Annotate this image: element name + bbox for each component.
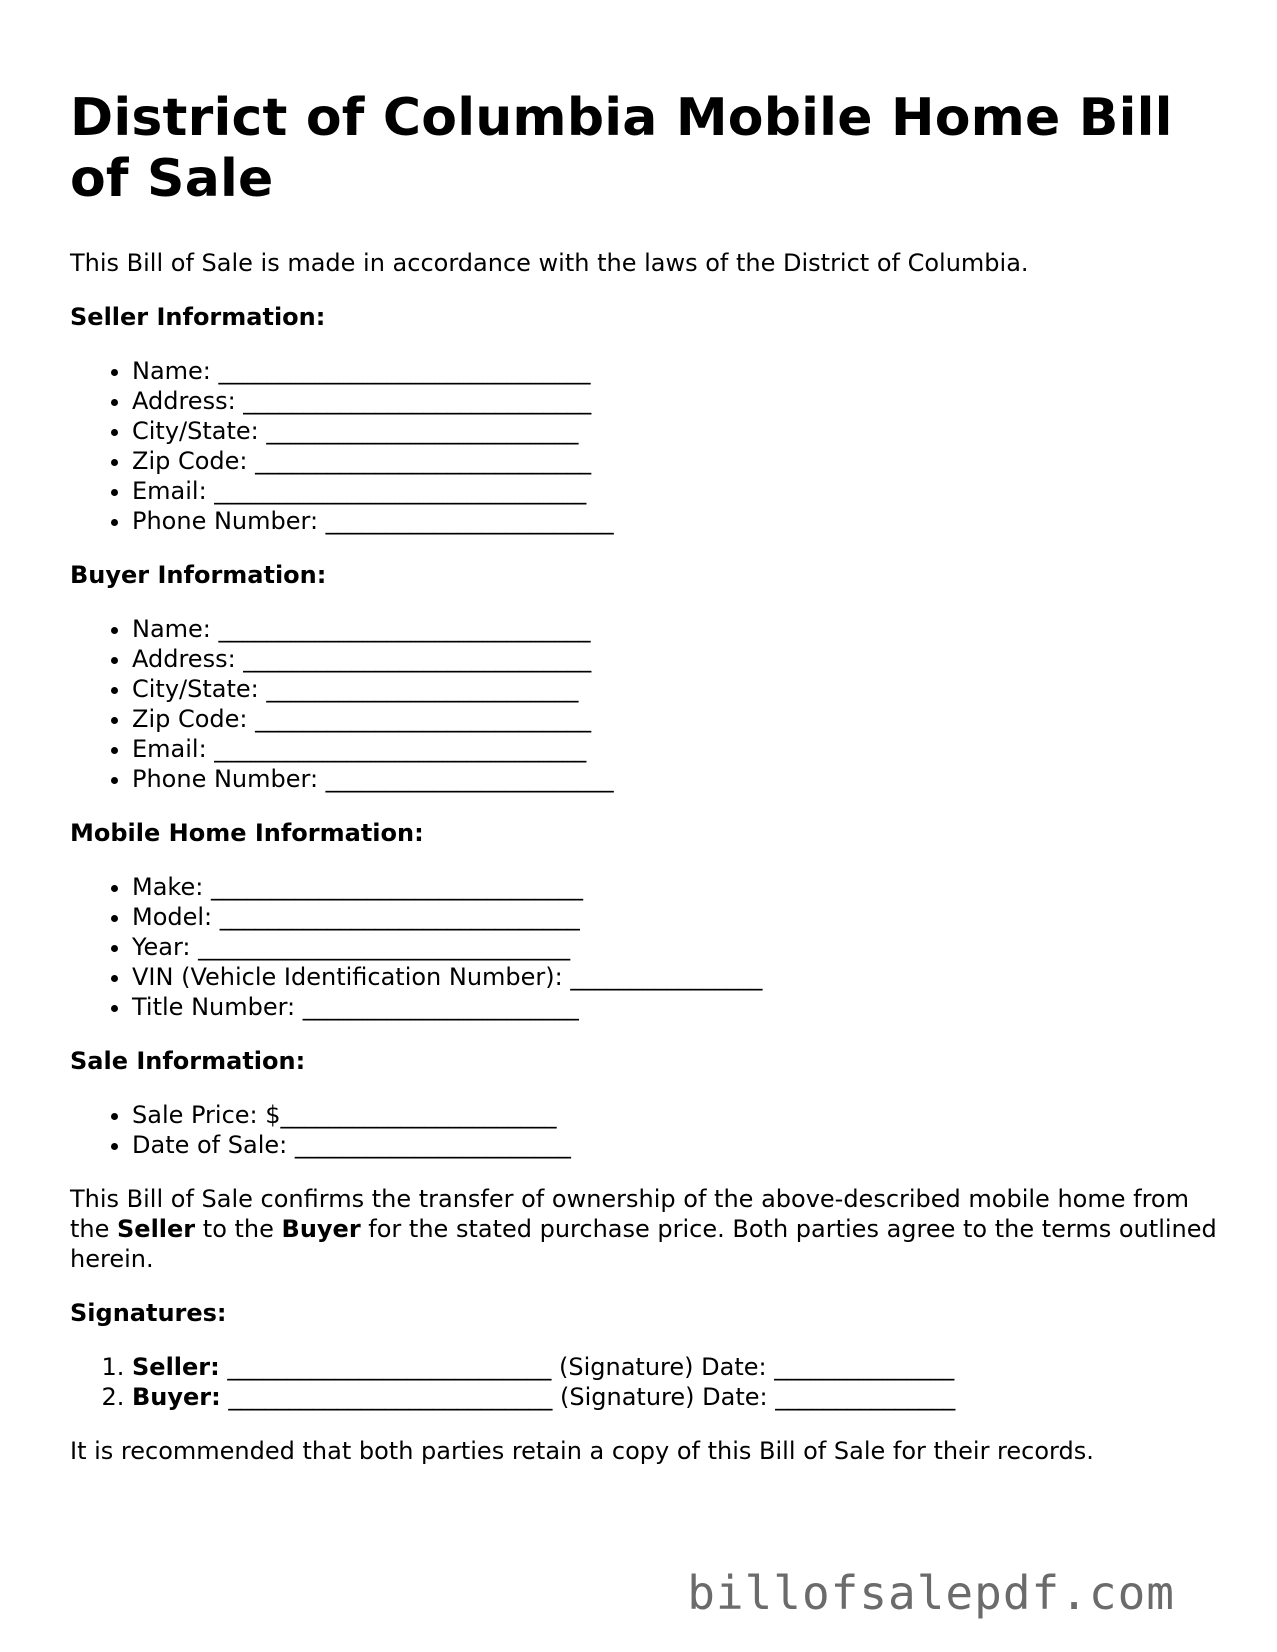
document-page [70,88,1220,1466]
signatures-list [70,1352,1220,1412]
seller-address-field[interactable]: • Address: _____________________________ [132,386,1220,416]
intro-paragraph: This Bill of Sale is made in accordance with the laws of the District of Columbia. [70,249,1029,277]
title-number-field[interactable]: • Title Number: _______________________ [132,992,1220,1022]
year-field[interactable]: • Year: _______________________________ [132,932,1220,962]
buyer-heading: Buyer Information: [70,561,327,589]
seller-email-field[interactable]: • Email: _______________________________ [132,476,1220,506]
seller-signature-line[interactable] [132,1352,1220,1382]
buyer-signature-blank[interactable]: ___________________________ (Signature) Date: _______________ [220,1383,956,1411]
seller-phone-field[interactable]: • Phone Number: ________________________ [132,506,1220,536]
seller-city-state-field[interactable]: • City/State: __________________________ [132,416,1220,446]
sale-fields-list [70,1100,1220,1160]
watermark: billofsalepdf.com [687,1566,1175,1620]
seller-fields-list [70,356,1220,536]
sale-price-field[interactable]: • Sale Price: $_______________________ [132,1100,1220,1130]
transfer-text-3: for the stated purchase price. Both parties agree to the terms outlined herein. [70,1215,1217,1273]
seller-heading: Seller Information: [70,303,326,331]
vin-field[interactable]: • VIN (Vehicle Identification Number): ________________ [132,962,1220,992]
mobile-home-fields-list [70,872,1220,1022]
buyer-email-field[interactable]: • Email: _______________________________ [132,734,1220,764]
document-title: District of Columbia Mobile Home Bill of Sale [70,88,1173,209]
make-field[interactable]: • Make: _______________________________ [132,872,1220,902]
buyer-phone-field[interactable]: • Phone Number: ________________________ [132,764,1220,794]
transfer-buyer-term: Buyer [281,1215,361,1243]
transfer-text-1: This Bill of Sale confirms the transfer of ownership of the above-described mobile home from the [70,1185,1189,1243]
buyer-signature-line[interactable] [132,1382,1220,1412]
seller-name-field[interactable]: • Name: _______________________________ [132,356,1220,386]
transfer-text-2: to the [195,1215,282,1243]
seller-signature-blank[interactable]: ___________________________ (Signature) Date: _______________ [219,1353,955,1381]
buyer-fields-list [70,614,1220,794]
mobile-home-heading: Mobile Home Information: [70,819,424,847]
seller-zip-field[interactable]: • Zip Code: ____________________________ [132,446,1220,476]
buyer-name-field[interactable]: • Name: _______________________________ [132,614,1220,644]
transfer-seller-term: Seller [117,1215,196,1243]
buyer-signature-label: Buyer: [132,1383,221,1411]
signatures-heading: Signatures: [70,1299,227,1327]
sale-date-field[interactable]: • Date of Sale: _______________________ [132,1130,1220,1160]
buyer-address-field[interactable]: • Address: _____________________________ [132,644,1220,674]
buyer-city-state-field[interactable]: • City/State: __________________________ [132,674,1220,704]
model-field[interactable]: • Model: ______________________________ [132,902,1220,932]
buyer-zip-field[interactable]: • Zip Code: ____________________________ [132,704,1220,734]
sale-heading: Sale Information: [70,1047,306,1075]
closing-paragraph: It is recommended that both parties retain a copy of this Bill of Sale for their records. [70,1437,1094,1465]
transfer-paragraph [70,1184,1220,1274]
seller-signature-label: Seller: [132,1353,220,1381]
